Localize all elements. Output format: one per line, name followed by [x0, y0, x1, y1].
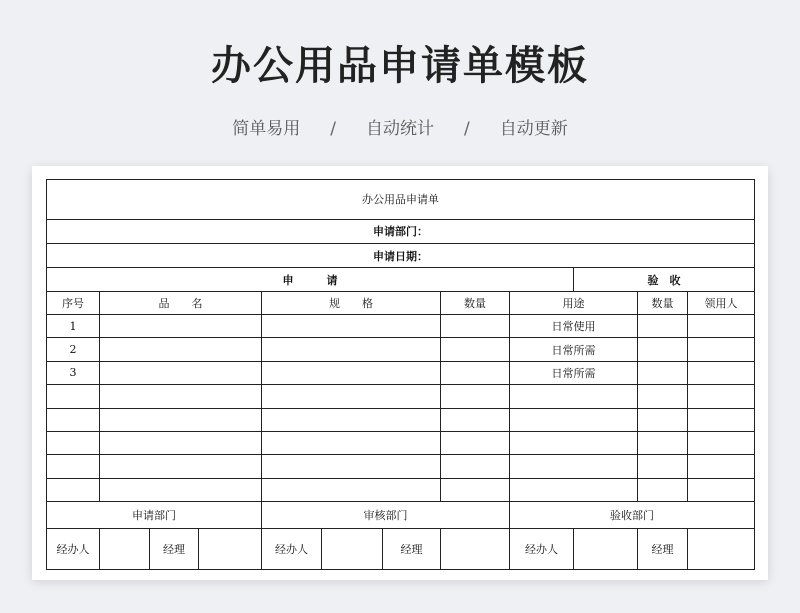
- cell-recv-qty[interactable]: [638, 455, 688, 478]
- table-row: [47, 408, 755, 431]
- cell-receiver[interactable]: [688, 385, 755, 408]
- page-title: 办公用品申请单模板: [211, 43, 589, 89]
- cell-qty[interactable]: [441, 431, 510, 454]
- cell-recv-qty[interactable]: [638, 478, 688, 501]
- feature-tags: [0, 114, 800, 139]
- cell-spec[interactable]: [262, 338, 441, 361]
- cell-spec[interactable]: [262, 408, 441, 431]
- review-handler-label: 经办人: [262, 529, 322, 570]
- cell-name[interactable]: [100, 408, 262, 431]
- review-manager-sign[interactable]: [441, 529, 510, 570]
- cell-no: 2: [47, 338, 100, 361]
- cell-name[interactable]: [100, 455, 262, 478]
- cell-purpose[interactable]: [510, 385, 638, 408]
- cell-qty[interactable]: [441, 478, 510, 501]
- cell-receiver[interactable]: [688, 315, 755, 338]
- cell-purpose[interactable]: 日常使用: [510, 315, 638, 338]
- cell-spec[interactable]: [262, 478, 441, 501]
- apply-manager-label: 经理: [150, 529, 199, 570]
- table-row: [47, 315, 755, 338]
- col-header-purpose: 用途: [510, 291, 638, 314]
- tag-auto-stats: 自动统计: [366, 119, 434, 139]
- section-accept: 验 收: [574, 268, 755, 291]
- col-header-spec: 规 格: [262, 291, 441, 314]
- tag-separator: /: [330, 119, 336, 139]
- accept-manager-sign[interactable]: [688, 529, 755, 570]
- cell-no: [47, 385, 100, 408]
- table-row: [47, 385, 755, 408]
- accept-handler-sign[interactable]: [574, 529, 638, 570]
- footer-dept-accept: 验收部门: [510, 501, 755, 528]
- cell-qty[interactable]: [441, 385, 510, 408]
- col-header-name: 品 名: [100, 291, 262, 314]
- cell-no: [47, 455, 100, 478]
- col-header-recv-qty: 数量: [638, 291, 688, 314]
- table-row: [47, 361, 755, 384]
- cell-recv-qty[interactable]: [638, 315, 688, 338]
- cell-qty[interactable]: [441, 408, 510, 431]
- tag-auto-update: 自动更新: [499, 119, 568, 139]
- cell-spec[interactable]: [262, 455, 441, 478]
- cell-name[interactable]: [100, 431, 262, 454]
- tag-simple: 简单易用: [232, 119, 301, 139]
- cell-name[interactable]: [100, 338, 262, 361]
- cell-purpose[interactable]: 日常所需: [510, 338, 638, 361]
- cell-receiver[interactable]: [688, 478, 755, 501]
- table-row: [47, 478, 755, 501]
- accept-manager-label: 经理: [638, 529, 688, 570]
- cell-recv-qty[interactable]: [638, 385, 688, 408]
- review-handler-sign[interactable]: [322, 529, 383, 570]
- form-title: 办公用品申请单: [47, 180, 755, 220]
- cell-recv-qty[interactable]: [638, 431, 688, 454]
- cell-receiver[interactable]: [688, 431, 755, 454]
- cell-name[interactable]: [100, 478, 262, 501]
- table-row: [47, 338, 755, 361]
- date-field[interactable]: 申请日期：: [47, 243, 755, 267]
- cell-name[interactable]: [100, 315, 262, 338]
- cell-name[interactable]: [100, 385, 262, 408]
- application-form-table: [46, 179, 755, 570]
- apply-handler-sign[interactable]: [100, 529, 150, 570]
- cell-purpose[interactable]: [510, 408, 638, 431]
- apply-manager-sign[interactable]: [199, 529, 262, 570]
- cell-no: 3: [47, 361, 100, 384]
- table-row: [47, 431, 755, 454]
- form-paper: [32, 166, 768, 580]
- cell-no: [47, 478, 100, 501]
- cell-no: 1: [47, 315, 100, 338]
- cell-no: [47, 408, 100, 431]
- tag-separator: /: [464, 119, 470, 139]
- cell-no: [47, 431, 100, 454]
- cell-qty[interactable]: [441, 455, 510, 478]
- footer-dept-review: 审核部门: [262, 501, 510, 528]
- cell-recv-qty[interactable]: [638, 361, 688, 384]
- cell-recv-qty[interactable]: [638, 338, 688, 361]
- col-header-qty: 数量: [441, 291, 510, 314]
- table-row: [47, 455, 755, 478]
- cell-purpose[interactable]: [510, 478, 638, 501]
- cell-qty[interactable]: [441, 361, 510, 384]
- dept-field[interactable]: 申请部门：: [47, 219, 755, 243]
- cell-qty[interactable]: [441, 315, 510, 338]
- cell-purpose[interactable]: 日常所需: [510, 361, 638, 384]
- cell-receiver[interactable]: [688, 455, 755, 478]
- cell-purpose[interactable]: [510, 455, 638, 478]
- accept-handler-label: 经办人: [510, 529, 574, 570]
- cell-receiver[interactable]: [688, 338, 755, 361]
- cell-receiver[interactable]: [688, 408, 755, 431]
- cell-spec[interactable]: [262, 361, 441, 384]
- apply-handler-label: 经办人: [47, 529, 100, 570]
- review-manager-label: 经理: [383, 529, 441, 570]
- col-header-no: 序号: [47, 291, 100, 314]
- cell-spec[interactable]: [262, 385, 441, 408]
- col-header-receiver: 领用人: [688, 291, 755, 314]
- cell-receiver[interactable]: [688, 361, 755, 384]
- cell-qty[interactable]: [441, 338, 510, 361]
- cell-recv-qty[interactable]: [638, 408, 688, 431]
- cell-spec[interactable]: [262, 315, 441, 338]
- cell-purpose[interactable]: [510, 431, 638, 454]
- section-apply: 申 请: [47, 268, 574, 291]
- cell-name[interactable]: [100, 361, 262, 384]
- footer-dept-apply: 申请部门: [47, 501, 262, 528]
- cell-spec[interactable]: [262, 431, 441, 454]
